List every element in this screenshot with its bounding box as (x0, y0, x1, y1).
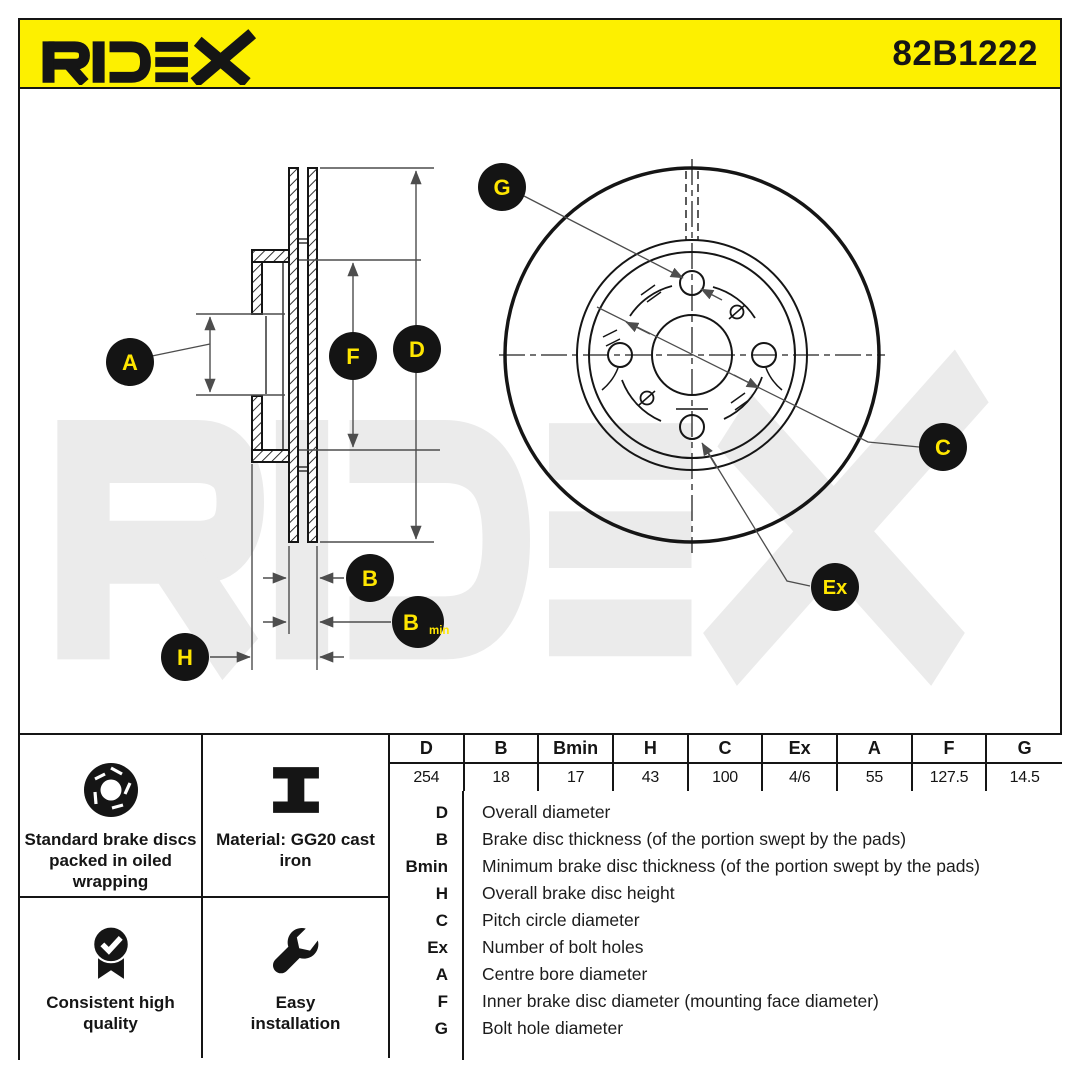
spec-col-header: Bmin (539, 735, 614, 764)
legend-key: D (435, 803, 448, 822)
label-a (106, 338, 154, 386)
spec-value: 17 (539, 764, 614, 793)
ridex-logo (42, 26, 262, 85)
feature-panel (20, 733, 390, 1060)
legend-desc: Number of bolt holes (482, 937, 644, 957)
svg-text:G: G (493, 175, 511, 200)
spec-table-header-row (390, 735, 1062, 764)
legend-desc: Overall brake disc height (482, 883, 675, 903)
label-ex (811, 563, 859, 611)
label-d (393, 325, 441, 373)
spec-col-header: G (987, 735, 1062, 764)
legend-key: A (435, 965, 448, 984)
spec-table-value-row (390, 764, 1062, 793)
legend-key-column (390, 791, 464, 1060)
svg-text:B: B (362, 566, 378, 591)
label-c (919, 423, 967, 471)
legend-desc: Bolt hole diameter (482, 1018, 624, 1038)
feature-material (203, 735, 390, 898)
spec-value: 127.5 (913, 764, 988, 793)
legend-key: H (435, 884, 448, 903)
legend-desc: Pitch circle diameter (482, 910, 640, 930)
legend (390, 791, 1062, 1060)
feature-quality (20, 898, 203, 1058)
legend-key: B (435, 830, 448, 849)
spec-value: 55 (838, 764, 913, 793)
spec-value: 4/6 (763, 764, 838, 793)
legend-key: Bmin (405, 857, 448, 876)
part-number: 82B1222 (892, 33, 1038, 73)
svg-text:D: D (409, 337, 425, 362)
spec-col-header: C (689, 735, 764, 764)
feature-installation (203, 898, 390, 1058)
spec-col-header: Ex (763, 735, 838, 764)
spec-col-header: D (390, 735, 465, 764)
spec-col-header: B (465, 735, 540, 764)
feature-label: Consistent high quality (46, 993, 175, 1033)
svg-text:Ex: Ex (822, 577, 848, 599)
legend-key: F (437, 992, 448, 1011)
technical-drawing (18, 89, 1062, 733)
spec-value: 100 (689, 764, 764, 793)
spec-col-header: F (913, 735, 988, 764)
svg-text:min: min (429, 625, 450, 637)
wrench-icon (269, 924, 323, 982)
legend-key: G (434, 1019, 448, 1038)
svg-text:A: A (122, 350, 138, 375)
legend-desc: Overall diameter (482, 802, 611, 822)
svg-text:B: B (403, 610, 419, 635)
legend-desc: Minimum brake disc thickness (of the portion swept by the pads) (482, 856, 980, 876)
spec-table (390, 733, 1062, 793)
spec-col-header: H (614, 735, 689, 764)
feature-label: Easy installation (250, 993, 341, 1033)
spec-value: 18 (465, 764, 540, 793)
svg-text:C: C (935, 435, 951, 460)
legend-desc: Centre bore diameter (482, 964, 648, 984)
cast-iron-icon (271, 761, 321, 819)
legend-desc: Inner brake disc diameter (mounting face diameter) (482, 991, 879, 1011)
feature-label: Standard brake discs packed in oiled wrapping (24, 830, 197, 891)
feature-oiled-wrapping (20, 735, 203, 898)
label-h (161, 633, 209, 681)
header-bar (18, 18, 1062, 89)
label-b (346, 554, 394, 602)
svg-text:H: H (177, 645, 193, 670)
legend-key: C (435, 911, 448, 930)
label-g (478, 163, 526, 211)
ridex-watermark (84, 376, 972, 660)
label-f (329, 332, 377, 380)
spec-value: 43 (614, 764, 689, 793)
spec-col-header: A (838, 735, 913, 764)
legend-desc: Brake disc thickness (of the portion swept by the pads) (482, 829, 907, 849)
brake-disc-icon (82, 761, 140, 819)
legend-desc-column (464, 791, 1062, 1060)
svg-text:F: F (346, 344, 360, 369)
spec-value: 14.5 (987, 764, 1062, 793)
feature-label: Material: GG20 cast iron (216, 830, 375, 870)
spec-value: 254 (390, 764, 465, 793)
legend-key: Ex (427, 938, 448, 957)
quality-badge-icon (87, 924, 135, 982)
